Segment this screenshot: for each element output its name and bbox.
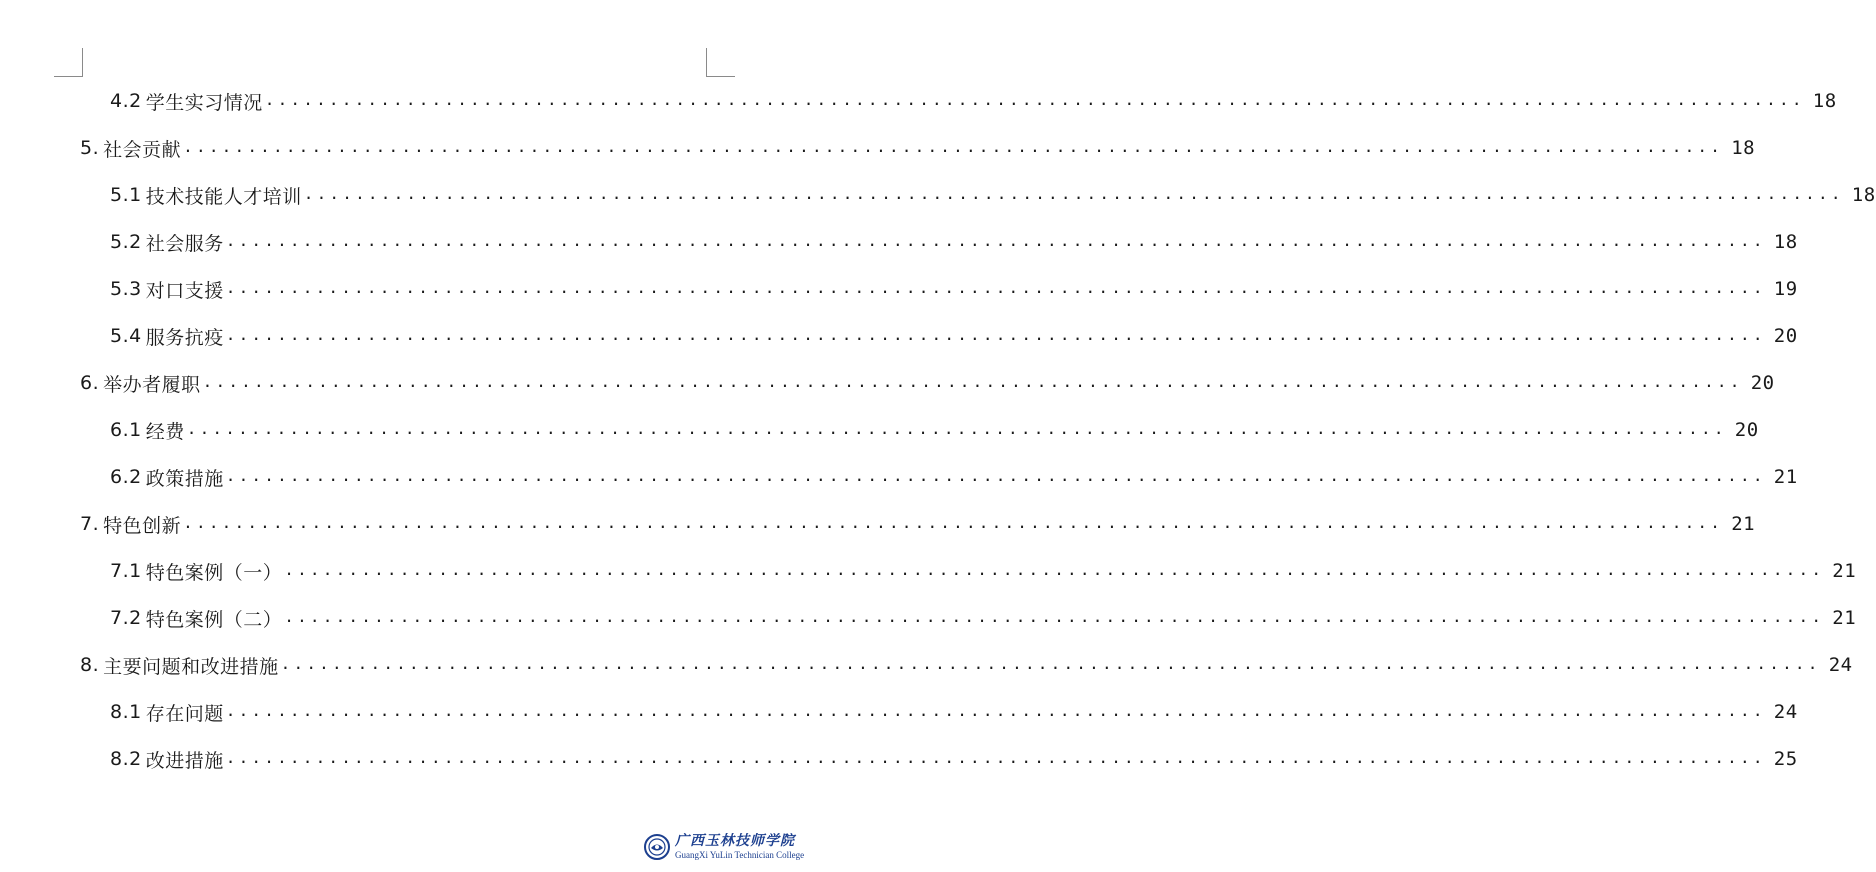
toc-entry-page-number: 18 bbox=[1731, 137, 1756, 159]
toc-entry-page-number: 25 bbox=[1773, 748, 1798, 770]
toc-entry-page-number: 18 bbox=[1812, 90, 1837, 112]
toc-dot-leader: ........................................................................................................................ bbox=[225, 747, 1766, 767]
toc-dot-leader: ........................................................................................................................ bbox=[225, 230, 1766, 250]
toc-entry[interactable] bbox=[110, 744, 1798, 774]
toc-entry[interactable] bbox=[110, 462, 1798, 492]
toc-entry-number: 5.2 bbox=[110, 231, 142, 253]
toc-entry-title: 特色案例（二） bbox=[145, 608, 283, 631]
toc-entry-number: 7. bbox=[80, 513, 100, 535]
toc-entry[interactable] bbox=[110, 227, 1798, 257]
toc-entry-number: 5. bbox=[80, 137, 100, 159]
toc-entry-title: 经费 bbox=[145, 420, 185, 443]
toc-entry-page-number: 24 bbox=[1828, 654, 1853, 676]
toc-dot-leader: ........................................................................................................................ bbox=[280, 653, 1821, 673]
toc-entry-page-number: 21 bbox=[1731, 513, 1756, 535]
college-name-english: GuangXi YuLin Technician College bbox=[675, 850, 805, 860]
toc-dot-leader: ........................................................................................................................ bbox=[183, 512, 1724, 532]
toc-entry-number: 7.1 bbox=[110, 560, 142, 582]
toc-dot-leader: ........................................................................................................................ bbox=[186, 418, 1727, 438]
toc-entry-title: 政策措施 bbox=[145, 467, 224, 490]
toc-dot-leader: ........................................................................................................................ bbox=[202, 371, 1743, 391]
toc-dot-leader: ........................................................................................................................ bbox=[225, 277, 1766, 297]
toc-entry-number: 8.2 bbox=[110, 748, 142, 770]
college-emblem-icon bbox=[644, 834, 670, 860]
college-logo bbox=[644, 834, 804, 860]
toc-entry-title: 社会服务 bbox=[145, 232, 224, 255]
toc-entry[interactable] bbox=[110, 86, 1837, 116]
toc-entry[interactable] bbox=[110, 180, 1876, 210]
toc-entry-title: 特色创新 bbox=[103, 514, 182, 537]
toc-entry-page-number: 20 bbox=[1773, 325, 1798, 347]
toc-entry-title: 对口支援 bbox=[145, 279, 224, 302]
toc-entry-page-number: 24 bbox=[1773, 701, 1798, 723]
toc-entry[interactable] bbox=[110, 274, 1798, 304]
toc-entry-number: 6.2 bbox=[110, 466, 142, 488]
toc-entry-number: 7.2 bbox=[110, 607, 142, 629]
toc-dot-leader: ........................................................................................................................ bbox=[225, 465, 1766, 485]
toc-entry-page-number: 21 bbox=[1773, 466, 1798, 488]
toc-entry-title: 特色案例（一） bbox=[145, 561, 283, 584]
toc-entry-number: 5.4 bbox=[110, 325, 142, 347]
toc-entry-title: 学生实习情况 bbox=[145, 91, 263, 114]
toc-entry-title: 主要问题和改进措施 bbox=[103, 655, 279, 678]
toc-entry-number: 8.1 bbox=[110, 701, 142, 723]
toc-entry-number: 5.3 bbox=[110, 278, 142, 300]
toc-entry-title: 服务抗疫 bbox=[145, 326, 224, 349]
toc-entry-number: 6.1 bbox=[110, 419, 142, 441]
toc-entry[interactable] bbox=[110, 603, 1857, 633]
toc-dot-leader: ........................................................................................................................ bbox=[303, 183, 1844, 203]
toc-dot-leader: ........................................................................................................................ bbox=[225, 324, 1766, 344]
toc-entry-page-number: 20 bbox=[1750, 372, 1775, 394]
toc-entry[interactable] bbox=[110, 321, 1798, 351]
toc-entry-title: 改进措施 bbox=[145, 749, 224, 772]
toc-dot-leader: ........................................................................................................................ bbox=[284, 606, 1825, 626]
toc-dot-leader: ........................................................................................................................ bbox=[225, 700, 1766, 720]
toc-entry[interactable] bbox=[110, 556, 1857, 586]
college-name-chinese: 广西玉林技师学院 bbox=[675, 833, 795, 849]
toc-entry-number: 6. bbox=[80, 372, 100, 394]
toc-entry-page-number: 18 bbox=[1773, 231, 1798, 253]
toc-entry-number: 8. bbox=[80, 654, 100, 676]
toc-dot-leader: ........................................................................................................................ bbox=[284, 559, 1825, 579]
toc-entry-title: 存在问题 bbox=[145, 702, 224, 725]
toc-entry[interactable] bbox=[80, 650, 1853, 680]
toc-entry-page-number: 18 bbox=[1851, 184, 1876, 206]
toc-entry-page-number: 21 bbox=[1832, 607, 1857, 629]
toc-entry-number: 5.1 bbox=[110, 184, 142, 206]
toc-entry-page-number: 19 bbox=[1773, 278, 1798, 300]
toc-entry[interactable] bbox=[110, 415, 1759, 445]
toc-entry-title: 社会贡献 bbox=[103, 138, 182, 161]
toc-dot-leader: ........................................................................................................................ bbox=[264, 89, 1805, 109]
toc-entry[interactable] bbox=[80, 509, 1756, 539]
toc-entry-page-number: 21 bbox=[1832, 560, 1857, 582]
toc-entry-number: 4.2 bbox=[110, 90, 142, 112]
toc-dot-leader: ........................................................................................................................ bbox=[183, 136, 1724, 156]
page-corner-mark-top-right bbox=[706, 48, 735, 77]
toc-entry-page-number: 20 bbox=[1734, 419, 1759, 441]
toc-entry-title: 技术技能人才培训 bbox=[145, 185, 302, 208]
toc-entry-title: 举办者履职 bbox=[103, 373, 201, 396]
toc-entry[interactable] bbox=[110, 697, 1798, 727]
page-corner-mark-top-left bbox=[54, 48, 83, 77]
toc-entry[interactable] bbox=[80, 368, 1775, 398]
toc-entry[interactable] bbox=[80, 133, 1756, 163]
